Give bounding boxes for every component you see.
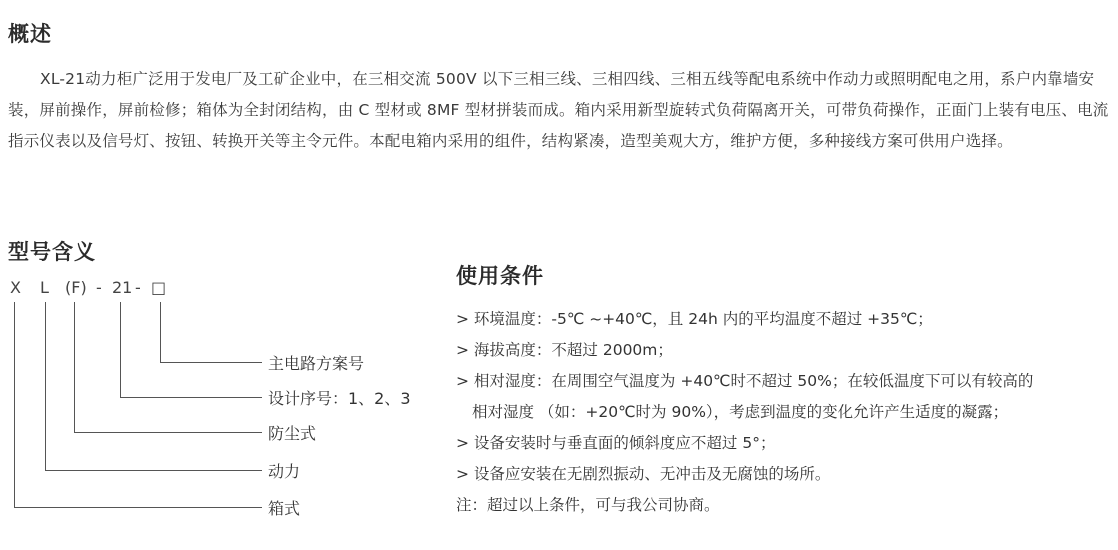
leader-line-box [15,302,263,508]
conditions-note: 注：超过以上条件，可与我公司协商。 [456,496,720,514]
code-dash-1: - [96,278,102,297]
condition-humidity: > 相对湿度：在周围空气温度为 +40℃时不超过 50%；在较低温度下可以有较高的 [456,372,1034,390]
overview-paragraph: XL-21动力柜广泛用于发电厂及工矿企业中，在三相交流 500V 以下三相三线、三相四线、三相五线等配电系统中作动力或照明配电之用，系户内靠墙安装，屏前操作，屏前检修；箱体为全封闭结构，由 C 型材或 8MF 型材拼装而成。箱内采用新型旋转式负荷隔离开关，可带负荷操作，正面门上装有电压、电流指示仪表以及信号灯、按钮、转换开关等主令元件。本配电箱内采用的组件，结构紧凑，造型美观大方，维护方便，多种接线方案可供用户选择。 [8,70,1109,150]
overview-heading: 概述 [8,22,52,46]
condition-humidity-cont: 相对湿度 （如：+20℃时为 90%），考虑到温度的变化允许产生适度的凝露； [472,403,1009,421]
condition-temperature: > 环境温度：-5℃ ~+40℃，且 24h 内的平均温度不超过 +35℃； [456,310,933,328]
code-x: X [10,278,21,297]
desc-box-type: 箱式 [268,499,301,518]
code-f: (F) [65,278,87,297]
leader-line-circuit [161,302,263,363]
leader-line-dustproof [75,302,263,433]
conditions-list [456,304,1116,521]
desc-design-number: 设计序号：1、2、3 [268,389,411,408]
code-dash-2: - [135,278,141,297]
model-code-diagram [0,0,460,550]
condition-tilt: > 设备安装时与垂直面的倾斜度应不超过 5°； [456,434,776,452]
conditions-heading: 使用条件 [456,264,544,288]
desc-dustproof: 防尘式 [268,424,317,443]
desc-power: 动力 [268,462,301,481]
leader-line-power [46,302,263,471]
code-l: L [40,278,49,297]
condition-altitude: > 海拔高度：不超过 2000m； [456,341,673,359]
code-21: 21 [112,278,133,297]
desc-circuit-scheme: 主电路方案号 [268,354,365,373]
leader-line-design-no [121,302,263,398]
code-box: □ [151,278,167,297]
condition-site: > 设备应安装在无剧烈振动、无冲击及无腐蚀的场所。 [456,465,831,483]
model-meaning-heading: 型号含义 [8,240,96,264]
